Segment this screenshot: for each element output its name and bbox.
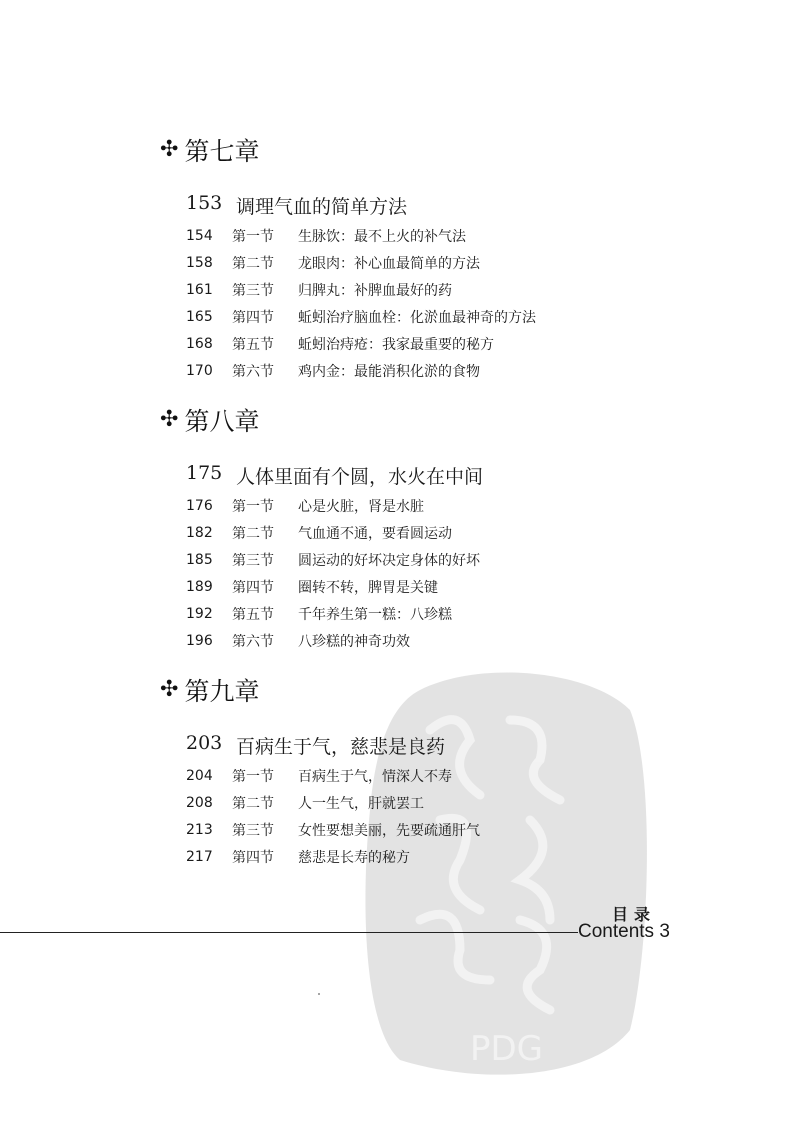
main-entry-page: 153	[186, 192, 223, 214]
chapter-heading	[160, 132, 536, 168]
main-entry-title: 百病生于气，慈悲是良药	[236, 736, 446, 758]
section-page: 213	[186, 821, 213, 838]
section-entry[interactable]	[186, 762, 480, 789]
main-entry-page: 203	[186, 732, 223, 754]
section-title: 鸡内金：最能消积化淤的食物	[298, 363, 480, 380]
section-page: 165	[186, 308, 213, 325]
section-entry[interactable]	[186, 357, 536, 384]
section-list	[186, 762, 480, 870]
section-number: 第六节	[232, 363, 274, 380]
section-title: 女性要想美丽，先要疏通肝气	[298, 822, 480, 839]
section-page: 161	[186, 281, 213, 298]
section-number: 第三节	[232, 552, 274, 569]
scan-speck	[318, 993, 320, 995]
section-title: 生脉饮：最不上火的补气法	[298, 228, 466, 245]
section-number: 第二节	[232, 525, 274, 542]
section-number: 第一节	[232, 768, 274, 785]
section-number: 第二节	[232, 795, 274, 812]
footer-divider	[0, 932, 578, 933]
main-entry-title: 人体里面有个圆，水火在中间	[236, 466, 484, 488]
section-page: 192	[186, 605, 213, 622]
section-page: 154	[186, 227, 213, 244]
chapter-main-entry[interactable]	[186, 732, 480, 759]
section-number: 第一节	[232, 228, 274, 245]
section-title: 八珍糕的神奇功效	[298, 633, 410, 650]
section-number: 第五节	[232, 606, 274, 623]
section-entry[interactable]	[186, 249, 536, 276]
section-title: 百病生于气，情深人不寿	[298, 768, 452, 785]
section-number: 第一节	[232, 498, 274, 515]
footer-contents-page: Contents 3	[578, 921, 670, 942]
section-page: 204	[186, 767, 213, 784]
chapter-8	[160, 402, 483, 654]
section-title: 归脾丸：补脾血最好的药	[298, 282, 452, 299]
chapter-heading	[160, 402, 483, 438]
section-entry[interactable]	[186, 843, 480, 870]
section-entry[interactable]	[186, 816, 480, 843]
section-page: 208	[186, 794, 213, 811]
footer-title: 目录	[612, 905, 657, 924]
section-number: 第二节	[232, 255, 274, 272]
section-number: 第六节	[232, 633, 274, 650]
section-number: 第四节	[232, 849, 274, 866]
section-entry[interactable]	[186, 222, 536, 249]
section-page: 185	[186, 551, 213, 568]
section-title: 圆运动的好坏决定身体的好坏	[298, 552, 480, 569]
section-page: 168	[186, 335, 213, 352]
section-entry[interactable]	[186, 600, 483, 627]
section-title: 蚯蚓治痔疮：我家最重要的秘方	[298, 336, 494, 353]
section-title: 慈悲是长寿的秘方	[298, 849, 410, 866]
chapter-bullet-icon: ✣	[160, 407, 179, 432]
section-entry[interactable]	[186, 303, 536, 330]
section-number: 第三节	[232, 822, 274, 839]
main-entry-title: 调理气血的简单方法	[236, 196, 408, 218]
watermark-text: PDG	[470, 1029, 544, 1069]
section-list	[186, 492, 483, 654]
main-entry-page: 175	[186, 462, 223, 484]
chapter-bullet-icon: ✣	[160, 677, 179, 702]
section-number: 第四节	[232, 309, 274, 326]
section-page: 170	[186, 362, 213, 379]
section-number: 第四节	[232, 579, 274, 596]
section-title: 圈转不转，脾胃是关键	[298, 579, 438, 596]
section-entry[interactable]	[186, 276, 536, 303]
section-title: 人一生气，肝就罢工	[298, 795, 424, 812]
section-title: 心是火脏，肾是水脏	[298, 498, 424, 515]
section-entry[interactable]	[186, 330, 536, 357]
section-entry[interactable]	[186, 492, 483, 519]
chapter-title: 第七章	[184, 137, 260, 166]
chapter-9	[160, 672, 480, 870]
section-page: 158	[186, 254, 213, 271]
chapter-title: 第九章	[184, 677, 260, 706]
chapter-7	[160, 132, 536, 384]
section-number: 第五节	[232, 336, 274, 353]
section-page: 182	[186, 524, 213, 541]
section-page: 217	[186, 848, 213, 865]
section-title: 龙眼肉：补心血最简单的方法	[298, 255, 480, 272]
section-entry[interactable]	[186, 627, 483, 654]
chapter-title: 第八章	[184, 407, 260, 436]
section-number: 第三节	[232, 282, 274, 299]
section-title: 千年养生第一糕：八珍糕	[298, 606, 452, 623]
section-title: 气血通不通，要看圆运动	[298, 525, 452, 542]
section-entry[interactable]	[186, 573, 483, 600]
chapter-heading	[160, 672, 480, 708]
chapter-bullet-icon: ✣	[160, 137, 179, 162]
section-entry[interactable]	[186, 519, 483, 546]
section-entry[interactable]	[186, 789, 480, 816]
section-page: 196	[186, 632, 213, 649]
section-page: 176	[186, 497, 213, 514]
chapter-main-entry[interactable]	[186, 192, 536, 219]
chapter-main-entry[interactable]	[186, 462, 483, 489]
section-page: 189	[186, 578, 213, 595]
section-title: 蚯蚓治疗脑血栓：化淤血最神奇的方法	[298, 309, 536, 326]
section-list	[186, 222, 536, 384]
section-entry[interactable]	[186, 546, 483, 573]
